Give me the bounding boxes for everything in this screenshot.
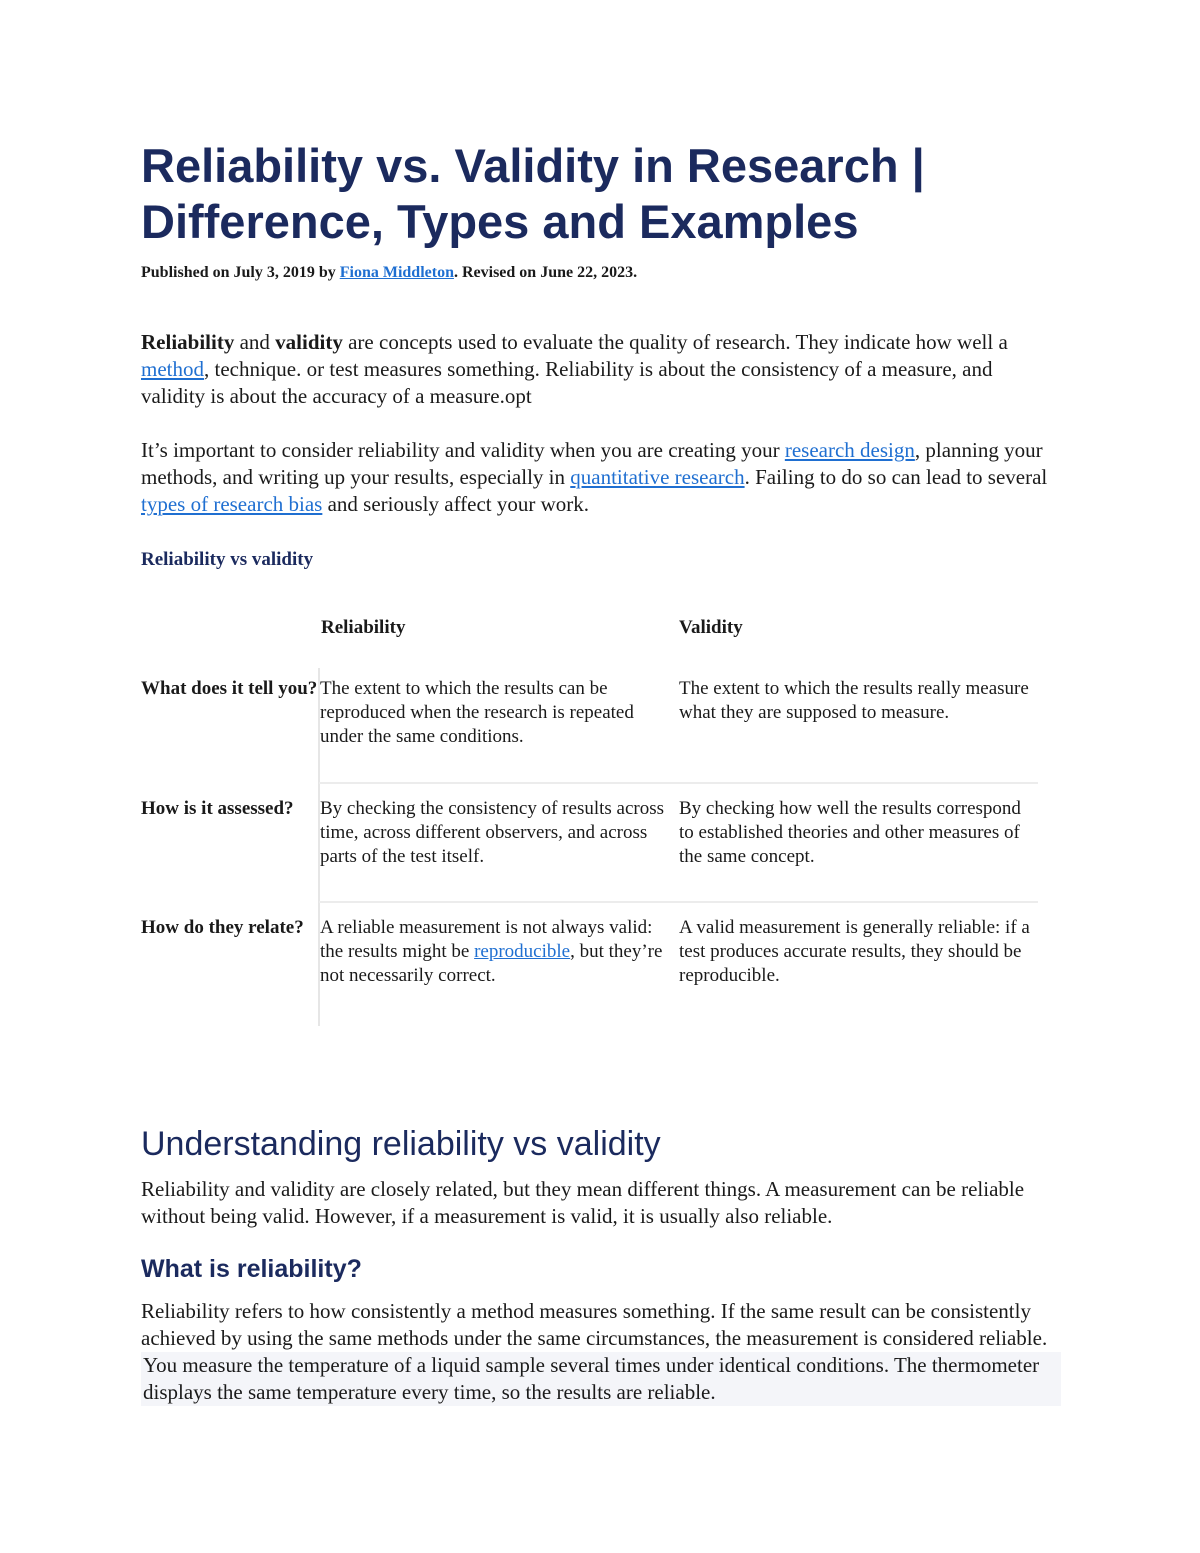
validity-cell: By checking how well the results correspond to established theories and other measures of the same concept. xyxy=(679,798,1021,867)
quantitative-research-link[interactable]: quantitative research xyxy=(570,465,745,489)
article-meta xyxy=(141,262,1061,284)
reliability-cell: A reliable measurement is not always valid: the results might be reproducible, but they’re not necessarily correct. xyxy=(320,917,663,986)
reproducible-link[interactable]: reproducible xyxy=(474,941,571,962)
page-title: Reliability vs. Validity in Research | Difference, Types and Examples xyxy=(141,139,925,248)
validity-cell: The extent to which the results really measure what they are supposed to measure. xyxy=(679,678,1029,723)
section-heading: Understanding reliability vs validity xyxy=(141,1125,661,1163)
row-label: How is it assessed? xyxy=(141,798,294,819)
author-link[interactable]: Fiona Middleton xyxy=(339,264,454,281)
table-caption: Reliability vs validity xyxy=(141,549,314,570)
comparison-table xyxy=(141,616,1061,1102)
section-paragraph: Reliability and validity are closely related, but they mean different things. A measurement can be reliable without being valid. However, if a measurement is valid, it is usually also reliable. xyxy=(141,1177,1025,1228)
validity-term: validity xyxy=(275,330,343,354)
context-paragraph: It’s important to consider reliability and validity when you are creating your research design, planning your methods, and writing up your results, especially in quantitative research. Failing to do so can lead to several types of research bias and seriously affect your work. xyxy=(141,438,1048,516)
subsection-paragraph: Reliability refers to how consistently a method measures something. If the same result can be consistently achieved by using the same methods under the same circumstances, the measurement is considered reliable. xyxy=(141,1299,1048,1350)
intro-paragraph: Reliability and validity are concepts used to evaluate the quality of research. They indicate how well a method, technique. or test measures something. Reliability is about the consistency of a measure, and validity is about the accuracy of a measure.opt xyxy=(141,330,1008,408)
research-design-link[interactable]: research design xyxy=(784,438,915,462)
row-label: What does it tell you? xyxy=(141,678,318,699)
row-label: How do they relate? xyxy=(141,917,304,938)
column-header-reliability: Reliability xyxy=(321,617,406,638)
example-box: You measure the temperature of a liquid sample several times under identical conditions. The thermometer displays the same temperature every time, so the results are reliable. xyxy=(141,1352,1061,1406)
research-bias-link[interactable]: types of research bias xyxy=(141,492,323,516)
column-header-validity: Validity xyxy=(679,617,743,638)
table-divider-row-1 xyxy=(319,782,1038,784)
reliability-term: Reliability xyxy=(141,330,235,354)
table-divider-row-2 xyxy=(319,901,1038,903)
article xyxy=(141,138,1061,1406)
subsection-heading: What is reliability? xyxy=(141,1255,362,1283)
published-date: Published on July 3, 2019 by xyxy=(141,264,340,281)
reliability-cell: The extent to which the results can be reproduced when the research is repeated under the same conditions. xyxy=(320,678,634,747)
validity-cell: A valid measurement is generally reliable: if a test produces accurate results, they should be reproducible. xyxy=(679,917,1030,986)
method-link[interactable]: method xyxy=(141,357,204,381)
reliability-cell: By checking the consistency of results across time, across different observers, and across parts of the test itself. xyxy=(320,798,665,867)
revised-date: . Revised on June 22, 2023. xyxy=(453,264,638,281)
